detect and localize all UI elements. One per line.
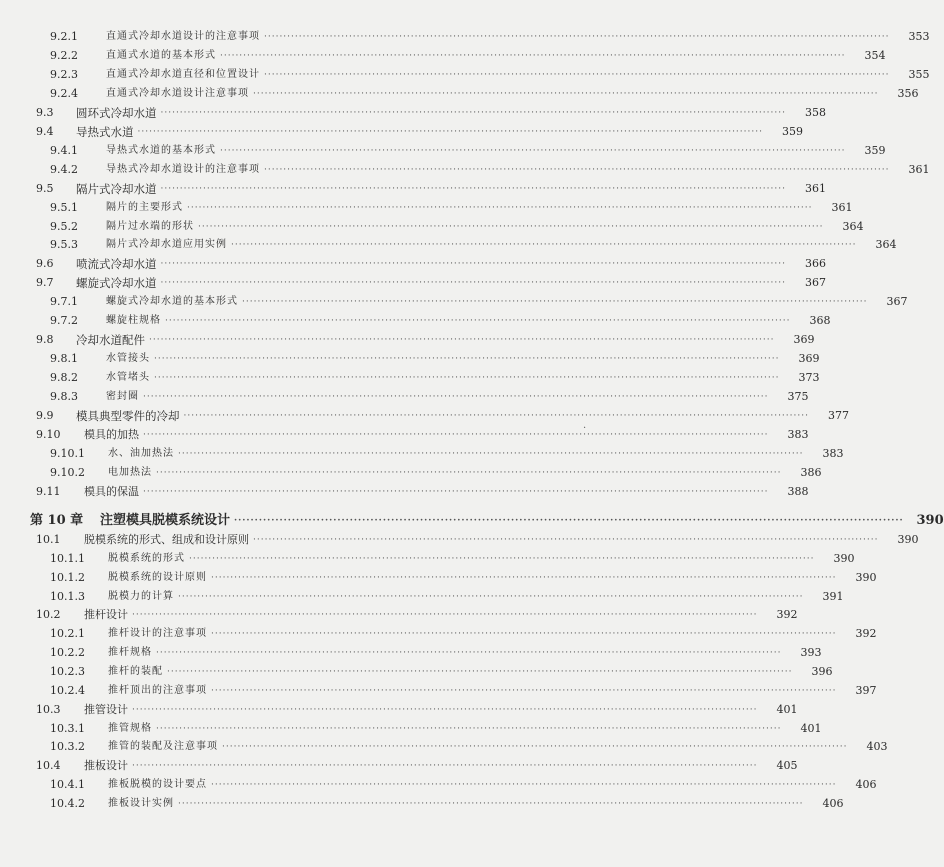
toc-entry — [0, 65, 930, 85]
section-title: 脱模力的计算 — [108, 590, 174, 602]
section-number: 9.7.2 — [50, 314, 78, 328]
dot-leader — [264, 160, 889, 180]
section-title: 推管的装配及注意事项 — [108, 741, 218, 753]
page-number: 396 — [811, 664, 833, 678]
section-number: 9.2.3 — [50, 67, 78, 81]
section-title: 脱模系统的形式 — [108, 552, 185, 564]
section-title: 螺旋式冷却水道 — [76, 276, 157, 291]
page-number: 406 — [855, 778, 877, 792]
section-number: 10.4.2 — [50, 796, 85, 810]
section-number: 9.2.4 — [50, 86, 78, 100]
section-number: 9.2.1 — [50, 30, 78, 43]
toc-entry — [0, 463, 822, 483]
page-number: 401 — [800, 721, 822, 735]
toc-entry — [0, 160, 930, 180]
section-title: 模具的保温 — [84, 484, 139, 498]
section-title: 直通式冷却水道设计注意事项 — [106, 87, 249, 99]
dot-leader — [242, 292, 867, 312]
dot-leader — [161, 179, 786, 199]
scan-speck: · — [583, 423, 587, 434]
page-number: 361 — [908, 162, 930, 176]
section-title: 推杆设计 — [84, 608, 128, 622]
toc-entry — [0, 330, 815, 350]
section-number: 10.2.1 — [50, 627, 85, 641]
page-number: 375 — [787, 390, 809, 404]
section-title: 推管规格 — [108, 722, 152, 734]
dot-leader — [132, 605, 757, 625]
section-number: 10.2 — [36, 608, 61, 622]
page-number: 358 — [804, 105, 826, 119]
dot-leader — [253, 530, 878, 550]
section-number: 9.8.3 — [50, 390, 78, 404]
toc-entry — [0, 605, 798, 625]
page-number: 368 — [809, 314, 831, 328]
section-title: 模具典型零件的冷却 — [76, 409, 180, 423]
toc-entry — [0, 46, 886, 66]
section-number: 9.4.1 — [50, 143, 78, 157]
section-number: 10.1.3 — [50, 589, 85, 603]
page-number: 353 — [908, 30, 930, 43]
dot-leader — [161, 254, 786, 274]
toc-entry — [0, 482, 809, 502]
toc-entry — [0, 624, 877, 644]
page-number: 356 — [897, 86, 919, 100]
toc-entry — [0, 643, 822, 663]
toc-entry — [0, 141, 886, 161]
section-title: 推管设计 — [84, 702, 128, 716]
section-title: 直通式冷却水道直径和位置设计 — [106, 68, 260, 80]
section-title: 电加热法 — [108, 466, 152, 478]
dot-leader — [167, 662, 792, 682]
page-number: 388 — [787, 484, 809, 498]
section-title: 圆环式冷却水道 — [76, 105, 157, 120]
section-number: 10.2.2 — [50, 646, 85, 660]
section-number: 10.4.1 — [50, 778, 85, 792]
section-title: 螺旋柱规格 — [106, 315, 161, 327]
toc-entry — [0, 681, 877, 701]
section-number: 9.6 — [36, 257, 54, 271]
section-title: 推板设计实例 — [108, 797, 174, 809]
section-title: 密封圈 — [106, 391, 139, 403]
section-title: 隔片过水端的形状 — [106, 220, 194, 232]
toc-entry — [0, 84, 919, 104]
section-title: 冷却水道配件 — [76, 333, 145, 348]
dot-leader — [161, 103, 786, 123]
page-number: 367 — [886, 295, 908, 309]
section-number: 9.10 — [36, 427, 61, 441]
section-title: 模具的加热 — [84, 427, 139, 441]
dot-leader — [178, 587, 803, 607]
section-title: 隔片的主要形式 — [106, 201, 183, 213]
page-number: 359 — [864, 143, 886, 157]
toc-entry — [0, 254, 826, 274]
page-number: 383 — [787, 427, 809, 441]
page-number: 390 — [855, 570, 877, 584]
page-number: 386 — [800, 465, 822, 479]
dot-leader — [154, 368, 779, 388]
dot-leader — [149, 330, 774, 350]
section-title: 喷流式冷却水道 — [76, 257, 157, 272]
toc-entry — [0, 530, 919, 550]
section-title: 推杆顶出的注意事项 — [108, 684, 207, 696]
page-number: 361 — [804, 181, 826, 195]
section-title: 推杆规格 — [108, 647, 152, 659]
toc-entry — [0, 775, 877, 795]
section-number: 10.1 — [36, 533, 61, 546]
dot-leader — [132, 756, 757, 776]
section-number: 9.8.1 — [50, 352, 78, 366]
section-title: 脱模系统的设计原则 — [108, 571, 207, 583]
page-number: 359 — [781, 124, 803, 138]
dot-leader — [156, 463, 781, 483]
section-number: 9.2.2 — [50, 48, 78, 62]
section-number: 9.9 — [36, 409, 54, 422]
page-number: 364 — [842, 219, 864, 233]
toc-entry — [0, 292, 908, 312]
dot-leader — [138, 122, 763, 142]
section-title: 导热式冷却水道设计的注意事项 — [106, 163, 260, 175]
section-number: 9.8.2 — [50, 371, 78, 385]
section-number: 9.3 — [36, 105, 54, 119]
page-number: 397 — [855, 683, 877, 697]
toc-entry — [0, 737, 888, 757]
page-number: 390 — [916, 513, 944, 528]
toc-entry — [0, 406, 849, 426]
dot-leader — [154, 349, 779, 369]
toc-entry — [0, 568, 877, 588]
section-title: 螺旋式冷却水道的基本形式 — [106, 296, 238, 308]
dot-leader — [198, 217, 823, 237]
page-number: 393 — [800, 646, 822, 660]
dot-leader — [143, 387, 768, 407]
page-number: 366 — [804, 257, 826, 271]
section-title: 脱模系统的形式、组成和设计原则 — [84, 533, 249, 546]
toc-entry — [0, 425, 809, 445]
section-number: 9.7 — [36, 276, 54, 290]
section-title: 直通式冷却水道设计的注意事项 — [106, 31, 260, 42]
toc-entry — [0, 235, 897, 255]
toc-entry — [0, 719, 822, 739]
dot-leader — [253, 84, 878, 104]
dot-leader — [143, 482, 768, 502]
page-number: 392 — [855, 627, 877, 641]
section-number: 9.5.2 — [50, 219, 78, 233]
section-title: 推板脱模的设计要点 — [108, 779, 207, 791]
page-number: 390 — [897, 533, 919, 546]
page-number: 406 — [822, 796, 844, 810]
dot-leader — [156, 643, 781, 663]
page-number: 369 — [793, 333, 815, 347]
toc-entry — [0, 756, 798, 776]
dot-leader — [211, 681, 836, 701]
page-number: 405 — [776, 759, 798, 773]
toc-entry — [0, 273, 826, 293]
page-number: 392 — [776, 608, 798, 622]
section-number: 9.4 — [36, 124, 54, 138]
dot-leader — [132, 700, 757, 720]
section-number: 9.11 — [36, 484, 61, 498]
page-number: 369 — [798, 352, 820, 366]
dot-leader — [156, 719, 781, 739]
dot-leader — [264, 65, 889, 85]
page-number: 377 — [827, 409, 849, 422]
section-title: 推杆的装配 — [108, 665, 163, 677]
toc-entry — [0, 587, 844, 607]
toc-entry — [0, 349, 820, 369]
toc-entry — [0, 368, 820, 388]
section-number: 10.2.4 — [50, 683, 85, 697]
dot-leader — [211, 775, 836, 795]
toc-entry — [0, 103, 826, 123]
section-number: 9.8 — [36, 333, 54, 347]
section-number: 9.5 — [36, 181, 54, 195]
dot-leader — [187, 198, 812, 218]
toc-entry — [0, 700, 798, 720]
dot-leader — [178, 444, 803, 464]
page-number: 355 — [908, 67, 930, 81]
toc-entry — [0, 311, 831, 331]
dot-leader — [222, 737, 847, 757]
section-title: 推板设计 — [84, 759, 128, 773]
section-number: 10.1.1 — [50, 551, 85, 565]
section-title: 导热式水道 — [76, 124, 134, 139]
toc-entry — [0, 27, 930, 47]
section-title: 水管接头 — [106, 353, 150, 365]
section-number: 9.5.1 — [50, 200, 78, 214]
dot-leader — [161, 273, 786, 293]
section-number: 10.3.1 — [50, 721, 85, 735]
section-number: 第 10 章 — [30, 513, 84, 528]
section-title: 水、油加热法 — [108, 447, 174, 459]
toc-entry — [0, 122, 803, 142]
toc-entry — [0, 794, 844, 814]
dot-leader — [211, 624, 836, 644]
section-title: 隔片式冷却水道应用实例 — [106, 239, 227, 251]
section-title: 水管堵头 — [106, 372, 150, 384]
section-number: 9.7.1 — [50, 295, 78, 309]
section-title: 直通式水道的基本形式 — [106, 49, 216, 61]
toc-entry — [0, 198, 853, 218]
section-number: 9.10.2 — [50, 465, 85, 479]
page-number: 361 — [831, 200, 853, 214]
dot-leader — [220, 141, 845, 161]
toc-entry — [0, 217, 864, 237]
dot-leader — [178, 794, 803, 814]
page-number: 373 — [798, 371, 820, 385]
chapter-heading — [0, 511, 944, 531]
dot-leader — [143, 425, 768, 445]
section-number: 10.2.3 — [50, 664, 85, 678]
page-number: 354 — [864, 48, 886, 62]
page-number: 390 — [833, 551, 855, 565]
page-number: 364 — [875, 238, 897, 252]
section-number: 9.4.2 — [50, 162, 78, 176]
dot-leader — [211, 568, 836, 588]
toc-entry — [0, 549, 855, 569]
dot-leader — [220, 46, 845, 66]
dot-leader — [189, 549, 814, 569]
page-number: 401 — [776, 702, 798, 716]
page-number: 383 — [822, 446, 844, 460]
section-title: 注塑模具脱模系统设计 — [100, 513, 231, 528]
dot-leader — [231, 235, 856, 255]
toc-entry — [0, 387, 809, 407]
section-number: 10.3 — [36, 702, 61, 716]
page-number: 391 — [822, 589, 844, 603]
toc-entry — [0, 662, 833, 682]
section-title: 导热式水道的基本形式 — [106, 144, 216, 156]
page-number: 367 — [804, 276, 826, 290]
section-number: 10.3.2 — [50, 740, 85, 754]
toc-entry — [0, 179, 826, 199]
section-number: 9.5.3 — [50, 238, 78, 252]
page-number: 403 — [866, 740, 888, 754]
section-title: 推杆设计的注意事项 — [108, 628, 207, 640]
dot-leader — [165, 311, 790, 331]
dot-leader — [264, 27, 889, 47]
dot-leader — [184, 406, 809, 426]
dot-leader — [234, 511, 904, 531]
toc-entry — [0, 444, 844, 464]
section-number: 9.10.1 — [50, 446, 85, 460]
section-number: 10.1.2 — [50, 570, 85, 584]
section-title: 隔片式冷却水道 — [76, 181, 157, 196]
section-number: 10.4 — [36, 759, 61, 773]
